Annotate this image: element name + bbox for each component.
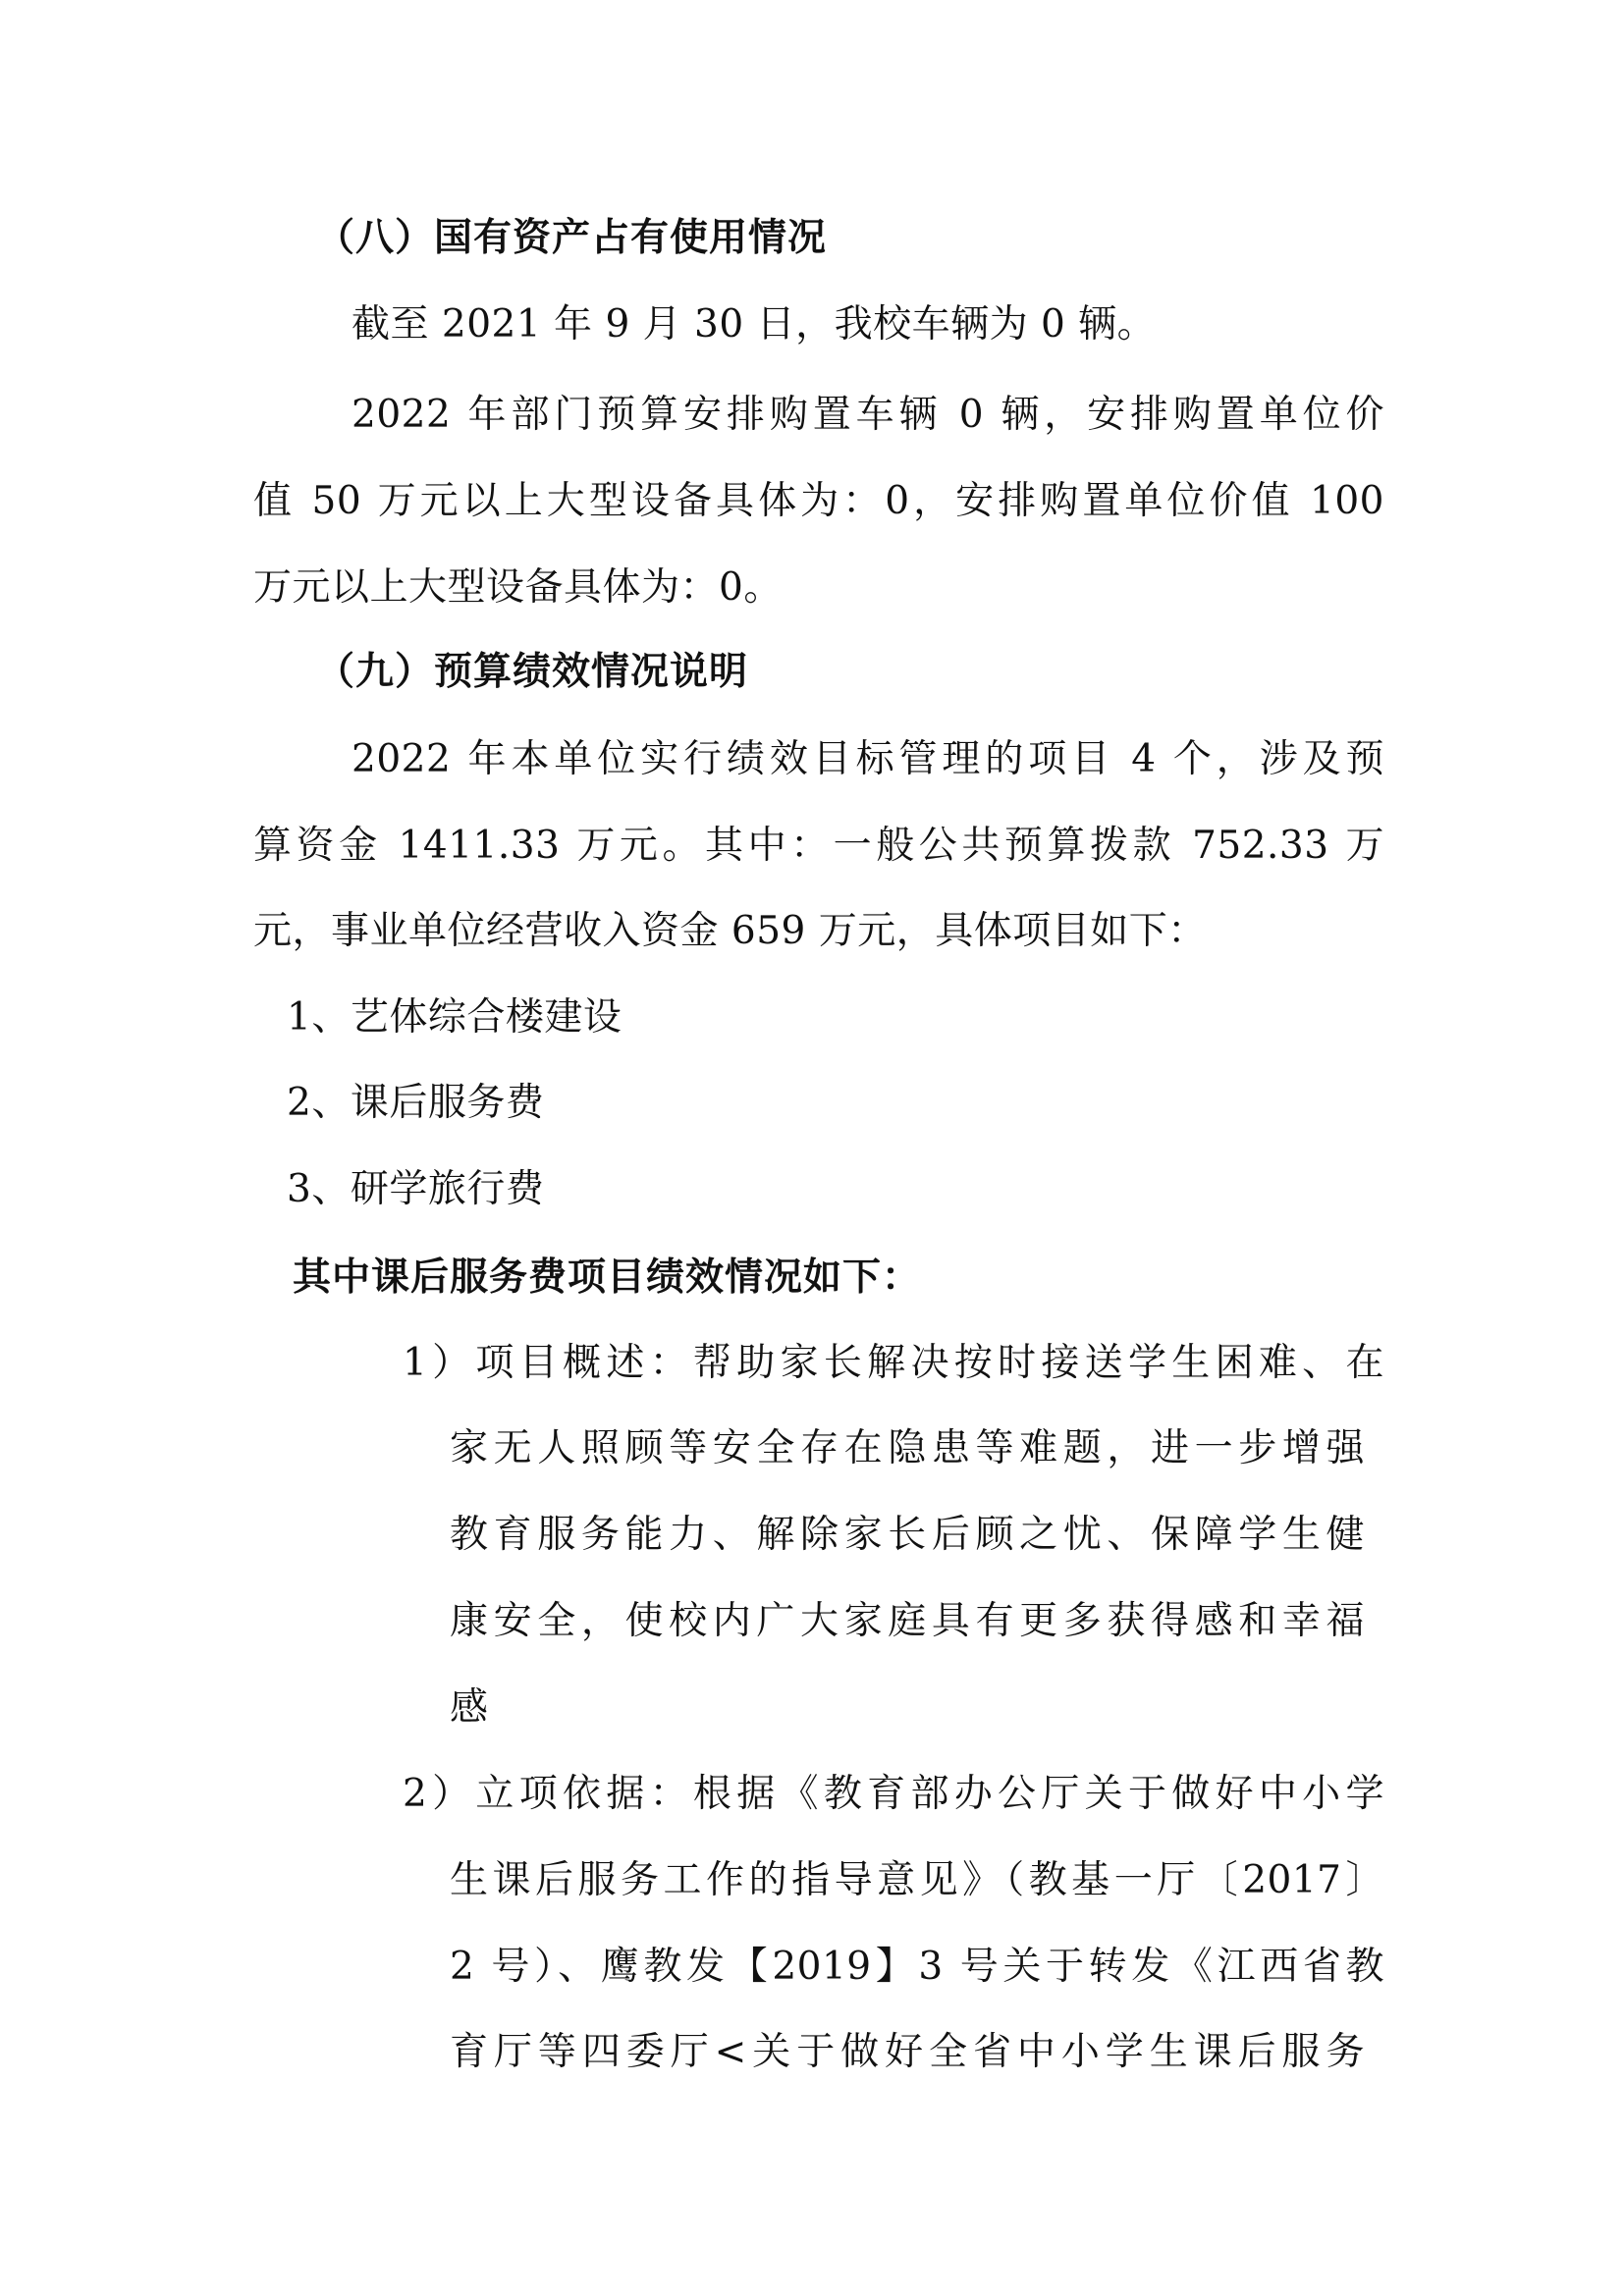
section-8-paragraph-2-line-2: 值 50 万元以上大型设备具体为：0，安排购置单位价值 100 [253, 479, 1384, 523]
detail-2-line-1: 2）立项依据：根据《教育部办公厅关于做好中小学 [403, 1772, 1384, 1816]
section-9-paragraph-1-line-3: 元，事业单位经营收入资金 659 万元，具体项目如下： [253, 909, 1207, 953]
list-item: 3、研学旅行费 [287, 1167, 545, 1211]
section-9-paragraph-1-line-1: 2022 年本单位实行绩效目标管理的项目 4 个，涉及预 [352, 737, 1384, 781]
list-item: 1、艺体综合楼建设 [287, 995, 623, 1040]
detail-2-line-2: 生课后服务工作的指导意见》（教基一厅〔2017〕 [450, 1858, 1384, 1902]
section-9-heading: （九）预算绩效情况说明 [316, 649, 749, 694]
detail-1-line-4: 康安全，使校内广大家庭具有更多获得感和幸福 [450, 1599, 1365, 1643]
detail-2-line-4: 育厅等四委厅<关于做好全省中小学生课后服务 [450, 2030, 1365, 2074]
detail-2-line-3: 2 号）、鹰教发【2019】3 号关于转发《江西省教 [450, 1945, 1384, 1989]
list-item: 2、课后服务费 [287, 1081, 545, 1125]
detail-1-line-5: 感 [450, 1685, 489, 1730]
section-8-paragraph-2-line-1: 2022 年部门预算安排购置车辆 0 辆，安排购置单位价 [352, 393, 1384, 437]
section-8-paragraph-2-line-3: 万元以上大型设备具体为：0。 [253, 565, 783, 610]
section-8-paragraph-1: 截至 2021 年 9 月 30 日，我校车辆为 0 辆。 [352, 302, 1157, 347]
section-9-paragraph-1-line-2: 算资金 1411.33 万元。其中：一般公共预算拨款 752.33 万 [253, 824, 1384, 868]
detail-1-line-3: 教育服务能力、解除家长后顾之忧、保障学生健 [450, 1513, 1365, 1557]
section-8-heading: （八）国有资产占有使用情况 [316, 215, 828, 260]
detail-1-line-2: 家无人照顾等安全存在隐患等难题，进一步增强 [450, 1426, 1365, 1470]
detail-1-line-1: 1）项目概述：帮助家长解决按时接送学生困难、在 [403, 1341, 1384, 1385]
section-9-subheading: 其中课后服务费项目绩效情况如下： [293, 1255, 922, 1300]
